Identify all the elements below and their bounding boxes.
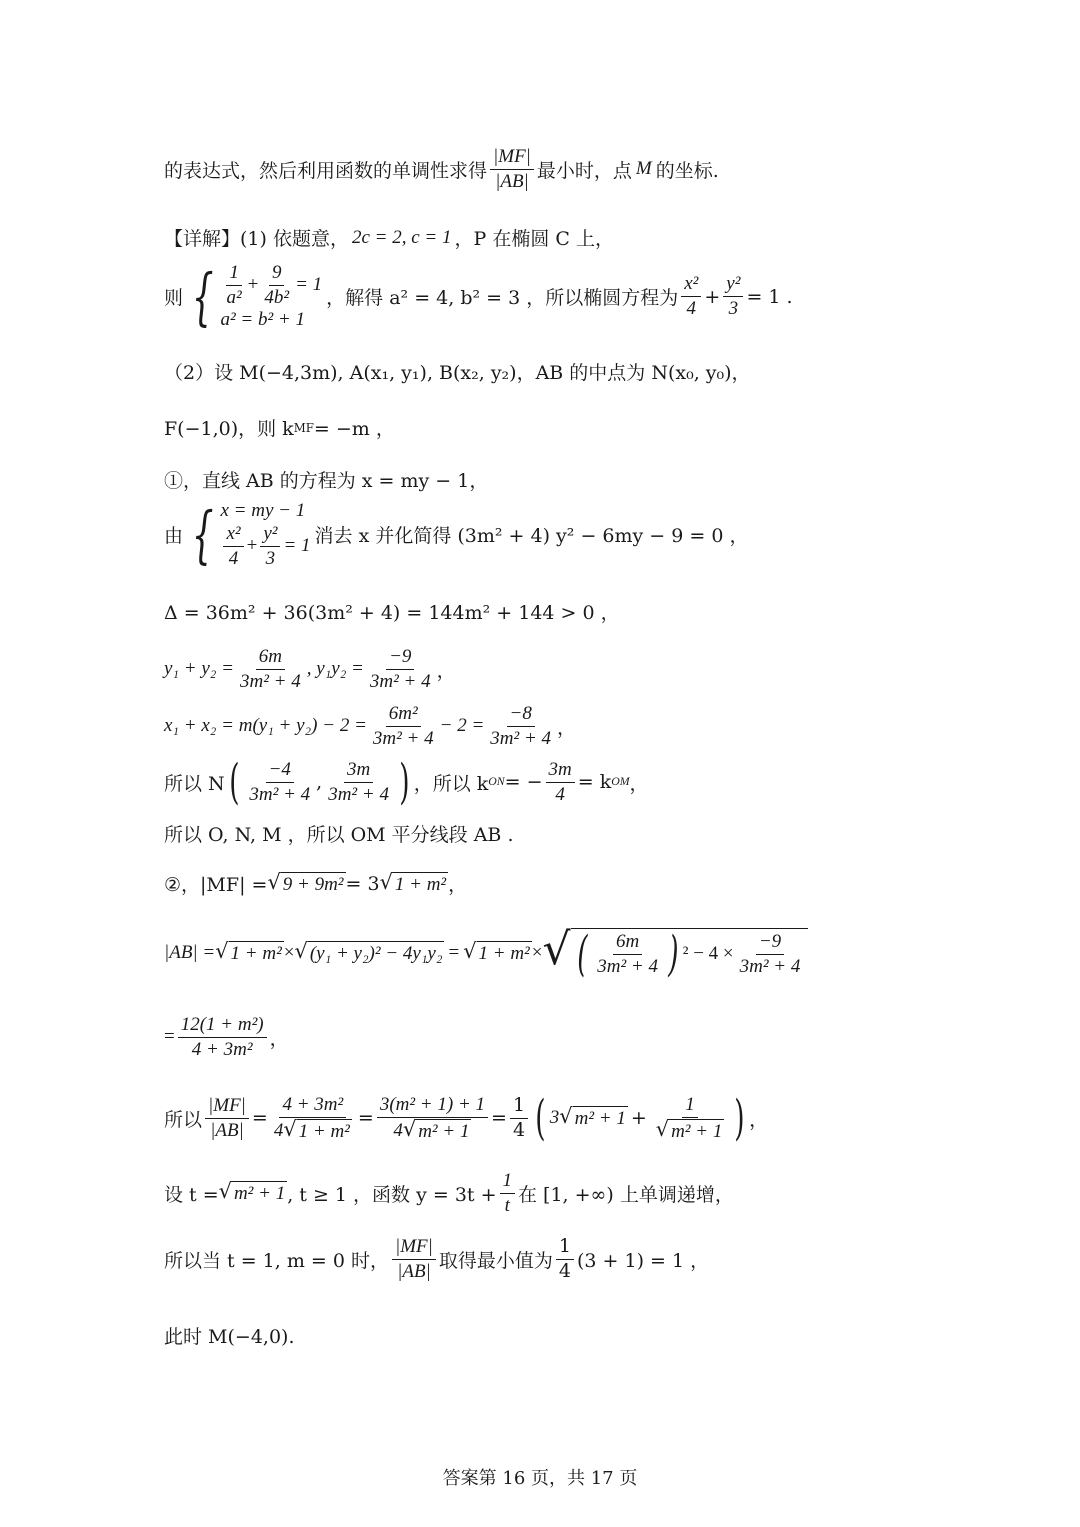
ab-eq: = [448,942,460,963]
ab-gden: 3m² + 4 [739,955,801,977]
intro-text-2: 最小时，点 [536,159,632,182]
t-den: t [504,1194,510,1216]
y-prod-den: 3m² + 4 [369,670,431,692]
sys2-row1: x = my − 1 [220,500,306,521]
ab-fden: 3m² + 4 [597,955,659,977]
n-den2: 3m² + 4 [328,783,389,805]
t-line: 设 t = √ m² + 1 , t ≥ 1 ，函数 y = 3t + $\frac{1}{t}$ 在 [1, +∞) 上单调递增， [164,1170,734,1216]
ratio-in-num: 1 [682,1094,698,1118]
ell-den2: 3 [728,298,739,320]
res-den: 4 + 3m² [191,1038,253,1060]
ratio-den: |AB| [210,1119,244,1141]
kon-sub: ON [488,775,505,788]
kon-num: 3m [546,759,575,783]
ab-times1: × [283,942,295,963]
delta-text: Δ = 36m² + 36(3m² + 4) = 144m² + 144 > 0 ， [164,602,620,624]
ell-num2: y² [723,273,743,297]
kon-den: 4 [555,783,565,805]
detail-text: (1) 依题意， [240,228,349,250]
om-text: 所以 O, N, M ，所以 OM 平分线段 AB . [164,824,514,846]
mf-root1: 9 + 9m² [282,873,344,895]
sys1-row2: a² = b² + 1 [220,308,306,330]
ratio-num2: 4 + 3m² [279,1094,346,1118]
sys1-num2: 9 [269,262,285,286]
min-prefix: 所以当 t = 1, m = 0 时， [164,1249,389,1272]
sys2-num2: y² [260,523,280,547]
ab-line: |AB| = √ 1 + m² × √ (y₁ + y₂)² − 4y₁y₂ = √ 1 + m² × √ ( $\frac{6m}{\text{3m² + 4}}$ ) ² − 4 × $\frac{-9}{\text{3m² + 4}}$ [164,928,808,978]
ratio-den3-coef: 4 [393,1119,403,1141]
intro-text: 的表达式，然后利用函数的单调性求得 [164,159,488,182]
kom-sub: OM [611,775,630,788]
ratio-plus: + [630,1107,647,1130]
mf-prefix: ②，|MF| = [164,874,268,896]
final-line [164,1322,295,1349]
delta-line [164,598,620,625]
ratio-den3-root: m² + 1 [418,1120,470,1142]
ab-times2: × [531,942,543,963]
n-line: 所以 N ( $\frac{-4}{\text{3m² + 4}}$ , $\frac{3m}{\text{3m² + 4}}$ ) ，所以 k ON = − $\frac{3m}{4}$ = k OM ， [164,754,649,810]
n-den1: 3m² + 4 [249,783,311,805]
ab-root2: (y₁ + y₂)² − 4y₁y₂ [309,943,443,964]
mf-root2: 1 + m² [394,873,447,895]
ell-den1: 4 [686,298,697,320]
intro-line [164,146,719,193]
y-prod-num: −9 [386,646,414,670]
ab-gnum: −9 [756,931,784,955]
min-mid: 取得最小值为 [438,1249,553,1272]
ab-root1: 1 + m² [230,943,282,964]
ratio-den2-coef: 4 [273,1119,284,1141]
t-num: 1 [500,1170,516,1194]
mf-mid: = 3 [345,872,380,895]
brace-icon: { [191,259,214,333]
ab-root3: 1 + m² [478,943,530,964]
line-ab-text: ①，直线 AB 的方程为 x = my − 1， [164,470,489,492]
point-m: M [635,158,652,180]
ab-lhs: |AB| = [164,942,216,963]
brace-icon: { [191,497,214,571]
ratio-fraction [490,146,534,193]
mf-line: ②，|MF| = √ 9 + 9m² = 3 √ 1 + m² ， [164,869,468,896]
ratio-in-den-root: m² + 1 [671,1120,723,1142]
ratio-q-num: 1 [510,1095,528,1119]
ze-label: 则 [164,287,184,310]
solve-text: ，解得 a² = 4, b² = 3 ，所以椭圆方程为 [326,287,679,310]
min-fnum: 1 [556,1236,574,1260]
final-text: 此时 M(−4,0). [164,1326,295,1348]
kon-eq: = − [504,771,543,793]
t-root: m² + 1 [233,1183,286,1205]
kmf-end: = −m ， [313,418,395,440]
ratio-prefix: 所以 [164,1108,203,1131]
n-num1: −4 [266,759,294,783]
detail-equation: 2c = 2, c = 1 [351,226,452,248]
y-sum-num: 6m [256,646,285,670]
min-line [164,1236,709,1283]
sys2-rhs: = 1 [283,534,311,556]
ratio-in-root: m² + 1 [574,1108,626,1130]
you-label: 由 [164,525,184,548]
ratio-num3: 3(m² + 1) + 1 [377,1094,488,1118]
y-sum-den: 3m² + 4 [239,670,301,692]
x-sum-num: 6m² [386,703,421,727]
min-num: |MF| [392,1236,436,1260]
min-den: |AB| [397,1260,431,1282]
om-line [164,820,513,847]
system-2: { x = my − 1 $\frac{\text{x²}}{4}$ + $\frac{\text{y²}}{3}$ = 1 [191,497,311,571]
ratio-line: 所以 $\frac{|MF|}{|AB|}$ = 4 + 3m² 4 √ 1 + m² = 3(m² + 1) + 1 4 √ m² + 1 = $\frac{1}{4}$ ( 3 √ m² + 1 + 1 √ m² + 1 ) ， [164,1090,769,1147]
sys2-den2: 3 [265,547,276,569]
sys1-den1: a² [226,286,242,308]
ratio-q-den: 4 [512,1118,526,1141]
ratio-numerator: |MF| [490,146,534,170]
t-end: 在 [1, +∞) 上单调递增， [518,1183,734,1206]
ratio-den2-root: 1 + m² [298,1120,350,1142]
min-fden: 4 [558,1259,571,1282]
t-post: , t ≥ 1 ，函数 y = 3t + [287,1183,497,1206]
sys1-rhs: = 1 [295,273,323,295]
ratio-denominator: |AB| [495,170,529,192]
t-prefix: 设 t = [164,1183,219,1206]
x-sum-line: x₁ + x₂ = m(y₁ + y₂) − 2 = $\frac{\text{6m²}}{\text{3m² + 4}}$ − 2 = $\frac{-8}{\text{3m² + 4}}$ ， [164,703,577,749]
y-sum-line: y₁ + y₂ = $\frac{6m}{\text{3m² + 4}}$ , y₁y₂ = $\frac{-9}{\text{3m² + 4}}$ ， [164,646,456,692]
part2-text: （2）设 M(−4,3m), A(x₁, y₁), B(x₂, y₂)，AB 的中点为 N(x₀, y₀)， [164,362,751,384]
part2-line [164,358,751,385]
x-sum-den: 3m² + 4 [372,727,434,749]
kon-text: ，所以 k [413,772,489,795]
sys1-den2: 4b² [264,286,290,308]
elim-text: 消去 x 并化简得 (3m² + 4) y² − 6my − 9 = 0 ， [314,525,749,548]
sys2-num1: x² [223,523,243,547]
system-1-line: 则 { $\frac{1}{\text{a²}}$ + $\frac{9}{\text{4b²}}$ = 1 a² = b² + 1 ，解得 a² = 4, b² = 3 ，所以椭圆方程为 $\frac{\text{x²}}{4}$ + $\frac{\text{y²}}{3}$ = 1 . [164,259,793,333]
detail-text-2: ，P 在椭圆 C 上， [454,228,614,250]
sys1-num1: 1 [226,262,242,286]
ell-rhs: = 1 . [746,285,793,308]
kom-text: = k [577,771,612,793]
y-sum-lhs: y₁ + y₂ = [164,658,234,680]
ell-num1: x² [681,273,701,297]
detail-line [164,224,614,251]
intro-text-3: 的坐标. [655,159,719,182]
n-num2: 3m [344,759,373,783]
x-sum-lhs: x₁ + x₂ = m(y₁ + y₂) − 2 = [164,715,367,737]
y-prod-lhs: , y₁y₂ = [306,658,364,680]
ab-fnum: 6m [613,931,642,955]
detail-tag: 【详解】 [164,228,241,250]
ratio-num: |MF| [205,1095,249,1119]
x-sum-den2: 3m² + 4 [490,727,552,749]
sys2-den1: 4 [228,547,239,569]
res-num: 12(1 + m²) [178,1014,267,1038]
n-prefix: 所以 N [164,772,225,795]
system-1: { $\frac{1}{\text{a²}}$ + $\frac{9}{\text{4b²}}$ = 1 a² = b² + 1 [191,259,323,333]
ratio-in-coef: 3 [549,1107,560,1129]
line-ab-eq [164,466,488,493]
page-footer: 答案第 16 页，共 17 页 [442,1468,638,1489]
ab-minus4: ² − 4 × [682,943,734,964]
kmf-line [164,414,395,441]
kmf-sub: MF [293,420,314,435]
x-sum-num2: −8 [507,703,535,727]
kmf-text: F(−1,0)，则 k [164,418,294,440]
ab-result-line: = $\frac{\text{12(1 + m²)}}{\text{4 + 3m²}}$ ， [164,1014,289,1060]
x-sum-mid: − 2 = [439,715,485,737]
system-2-line [164,497,749,571]
min-end: (3 + 1) = 1 ， [577,1249,710,1272]
